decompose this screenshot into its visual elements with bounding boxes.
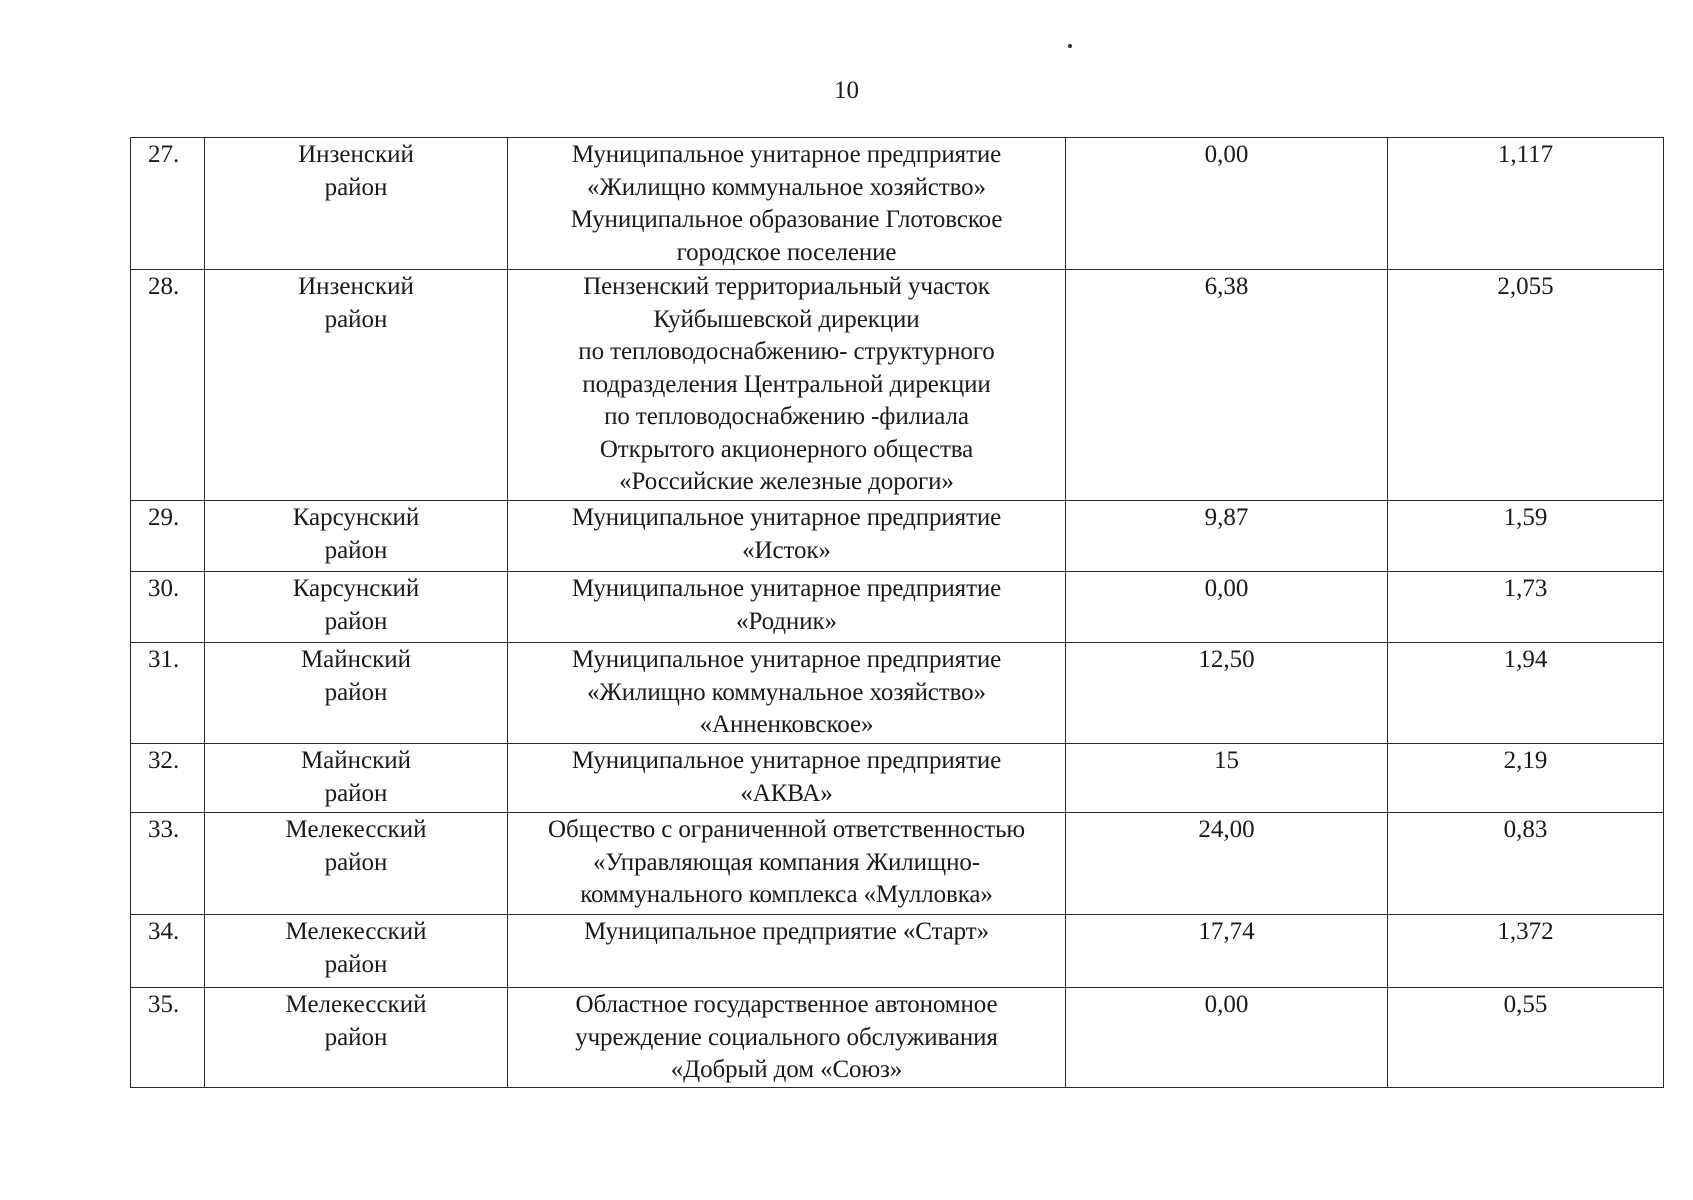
district-cell: Мелекесский район bbox=[205, 915, 508, 988]
value2-cell: 0,83 bbox=[1388, 813, 1664, 915]
organization-cell: Областное государственное автономное учреждение социального обслуживания «Добрый дом «Союз» bbox=[508, 988, 1066, 1088]
organization-cell: Пензенский территориальный участок Куйбышевской дирекции по тепловодоснабжению- структурного подразделения Центральной дирекции по тепловодоснабжению -филиала Открытого акционерного общества «Российские железные дороги» bbox=[508, 270, 1066, 501]
value1-cell: 0,00 bbox=[1066, 572, 1388, 643]
value2-cell: 1,59 bbox=[1388, 501, 1664, 572]
value2-cell: 2,19 bbox=[1388, 744, 1664, 813]
table-row bbox=[131, 138, 1664, 270]
value2-cell: 1,73 bbox=[1388, 572, 1664, 643]
district-cell: Инзенский район bbox=[205, 138, 508, 270]
organization-cell: Муниципальное унитарное предприятие «Исток» bbox=[508, 501, 1066, 572]
row-number: 32. bbox=[131, 744, 205, 813]
organization-cell: Муниципальное унитарное предприятие «АКВА» bbox=[508, 744, 1066, 813]
table-row bbox=[131, 744, 1664, 813]
row-number: 28. bbox=[131, 270, 205, 501]
data-table bbox=[130, 137, 1664, 1088]
row-number: 31. bbox=[131, 643, 205, 744]
value1-cell: 12,50 bbox=[1066, 643, 1388, 744]
table-row bbox=[131, 915, 1664, 988]
value2-cell: 2,055 bbox=[1388, 270, 1664, 501]
district-cell: Карсунский район bbox=[205, 501, 508, 572]
organization-cell: Муниципальное предприятие «Старт» bbox=[508, 915, 1066, 988]
row-number: 29. bbox=[131, 501, 205, 572]
table-row bbox=[131, 270, 1664, 501]
organization-cell: Муниципальное унитарное предприятие «Родник» bbox=[508, 572, 1066, 643]
table-row bbox=[131, 643, 1664, 744]
page-number: 10 bbox=[834, 77, 859, 104]
organization-cell: Общество с ограниченной ответственностью «Управляющая компания Жилищно- коммунального комплекса «Мулловка» bbox=[508, 813, 1066, 915]
organization-cell: Муниципальное унитарное предприятие «Жилищно коммунальное хозяйство» Муниципальное образование Глотовское городское поселение bbox=[508, 138, 1066, 270]
district-cell: Инзенский район bbox=[205, 270, 508, 501]
row-number: 35. bbox=[131, 988, 205, 1088]
row-number: 27. bbox=[131, 138, 205, 270]
table-row bbox=[131, 988, 1664, 1088]
table-row bbox=[131, 572, 1664, 643]
row-number: 33. bbox=[131, 813, 205, 915]
value2-cell: 1,94 bbox=[1388, 643, 1664, 744]
scan-speck bbox=[1068, 44, 1072, 48]
value1-cell: 17,74 bbox=[1066, 915, 1388, 988]
row-number: 34. bbox=[131, 915, 205, 988]
value1-cell: 0,00 bbox=[1066, 138, 1388, 270]
district-cell: Майнский район bbox=[205, 643, 508, 744]
value1-cell: 24,00 bbox=[1066, 813, 1388, 915]
district-cell: Мелекесский район bbox=[205, 813, 508, 915]
value1-cell: 15 bbox=[1066, 744, 1388, 813]
district-cell: Мелекесский район bbox=[205, 988, 508, 1088]
value1-cell: 0,00 bbox=[1066, 988, 1388, 1088]
table-row bbox=[131, 813, 1664, 915]
row-number: 30. bbox=[131, 572, 205, 643]
district-cell: Майнский район bbox=[205, 744, 508, 813]
organization-cell: Муниципальное унитарное предприятие «Жилищно коммунальное хозяйство» «Анненковское» bbox=[508, 643, 1066, 744]
value1-cell: 9,87 bbox=[1066, 501, 1388, 572]
district-cell: Карсунский район bbox=[205, 572, 508, 643]
value2-cell: 0,55 bbox=[1388, 988, 1664, 1088]
table-row bbox=[131, 501, 1664, 572]
value1-cell: 6,38 bbox=[1066, 270, 1388, 501]
value2-cell: 1,117 bbox=[1388, 138, 1664, 270]
value2-cell: 1,372 bbox=[1388, 915, 1664, 988]
